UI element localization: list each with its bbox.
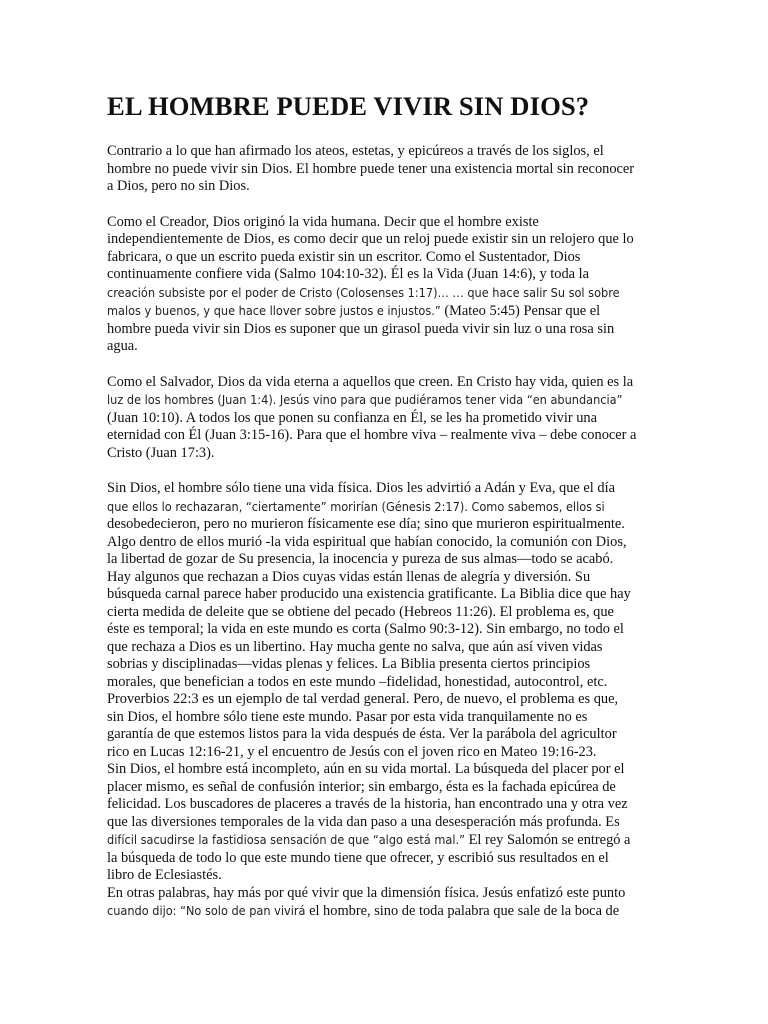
text-segment: cuando dijo: “No solo de pan vivirá	[107, 903, 306, 918]
document-page	[107, 90, 667, 921]
text-segment: cierta medida de deleite que se obtiene del pecado (Hebreos 11:26). El problema es, que	[107, 603, 614, 620]
text-line	[107, 902, 667, 921]
text-segment: libro de Eclesiastés.	[107, 867, 222, 883]
text-line	[107, 796, 667, 814]
text-segment: Hay algunos que rechazan a Dios cuyas vidas están llenas de alegría y diversión. Su	[107, 568, 591, 585]
text-segment: (Juan 10:10). A todos los que ponen su confianza en Él, se les ha prometido vivir una	[107, 409, 597, 426]
text-segment: agua.	[107, 338, 138, 354]
document-body	[107, 143, 667, 921]
text-line	[107, 885, 667, 903]
text-segment: hombre pueda vivir sin Dios es suponer que un girasol pueda vivir sin luz o una rosa sin	[107, 320, 615, 337]
text-segment: éste es temporal; la vida en este mundo es corta (Salmo 90:3-12). Sin embargo, no todo el	[107, 621, 624, 637]
text-line	[107, 427, 667, 445]
text-line	[107, 249, 667, 267]
text-segment: Como el Creador, Dios originó la vida humana. Decir que el hombre existe	[107, 213, 539, 230]
text-segment: fabricara, o que un escrito pueda existir sin un escritor. Como el Sustentador, Dios	[107, 248, 581, 265]
text-segment: que ellos lo rechazaran, “ciertamente” morirían (Génesis 2:17). Como sabemos, ellos si	[107, 498, 605, 514]
text-line	[107, 779, 667, 797]
text-segment: a Dios, pero no sin Dios.	[107, 178, 250, 194]
text-segment: morales, que benefician a todos en este mundo –fidelidad, honestidad, autocontrol, etc.	[107, 673, 608, 690]
text-line	[107, 178, 667, 196]
text-line	[107, 744, 667, 762]
text-segment: Sin Dios, el hombre sólo tiene una vida física. Dios les advirtió a Adán y Eva, que el día	[107, 480, 615, 496]
text-segment: independientemente de Dios, es como decir que un reloj puede existir sin un relojero que lo	[107, 231, 634, 247]
text-segment: luz de los hombres (Juan 1:4). Jesús vino para que pudiéramos tener vida “en abundancia”	[107, 392, 623, 407]
text-line	[107, 321, 667, 339]
document-title: EL HOMBRE PUEDE VIVIR SIN DIOS?	[107, 91, 590, 121]
text-segment: Contrario a lo que han afirmado los ateos, estetas, y epicúreos a través de los siglos, el	[107, 143, 604, 159]
text-line	[107, 674, 667, 692]
text-line	[107, 814, 667, 832]
text-segment: el hombre, sino de toda palabra que sale de la boca de	[305, 903, 620, 919]
text-line	[107, 498, 667, 517]
text-line	[107, 656, 667, 674]
text-line	[107, 691, 667, 709]
paragraph-2	[107, 214, 667, 356]
text-line	[107, 586, 667, 604]
text-segment: Algo dentro de ellos murió -la vida espiritual que habían conocido, la comunión con Dios,	[107, 533, 627, 550]
text-segment: desobedecieron, pero no murieron físicamente ese día; sino que murieron espiritualmente.	[107, 516, 625, 532]
text-segment: la libertad de gozar de Su presencia, la inocencia y pureza de sus almas—todo se acabó.	[107, 551, 614, 567]
text-line	[107, 761, 667, 779]
text-line	[107, 231, 667, 249]
text-segment: Proverbios 22:3 es un ejemplo de tal verdad general. Pero, de nuevo, el problema es que,	[107, 691, 619, 707]
text-segment: Como el Salvador, Dios da vida eterna a aquellos que creen. En Cristo hay vida, quien es la	[107, 373, 634, 390]
text-segment: que rechaza a Dios es un libertino. Hay mucha gente no salva, que aún así viven vidas	[107, 638, 603, 655]
text-line	[107, 266, 667, 284]
text-line	[107, 516, 667, 534]
text-line	[107, 445, 667, 463]
text-segment: continuamente confiere vida (Salmo 104:10-32). Él es la Vida (Juan 14:6), y toda la	[107, 266, 590, 282]
text-segment: rico en Lucas 12:16-21, y el encuentro de Jesús con el joven rico en Mateo 19:16-23.	[107, 743, 597, 760]
text-segment: felicidad. Los buscadores de placeres a través de la historia, han encontrado una y otra vez	[107, 796, 628, 812]
text-line	[107, 709, 667, 727]
paragraph-3	[107, 374, 667, 463]
text-segment: la búsqueda de todo lo que este mundo tiene que ofrecer, y escribió sus resultados en el	[107, 849, 609, 866]
text-line	[107, 284, 667, 303]
text-segment: sin Dios, el hombre sólo tiene este mundo. Pasar por esta vida tranquilamente no es	[107, 708, 588, 725]
text-line	[107, 374, 667, 392]
text-segment: malos y buenos, y que hace llover sobre justos e injustos.”	[107, 303, 441, 318]
text-line	[107, 831, 667, 850]
text-segment: placer mismo, es señal de confusión interior; sin embargo, ésta es la fachada epicúrea de	[107, 778, 616, 795]
text-segment: creación subsiste por el poder de Cristo (Colosenses 1:17)… … que hace salir Su sol sobre	[107, 284, 620, 300]
text-line	[107, 726, 667, 744]
text-segment: que las diversiones temporales de la vida dan paso a una desesperación más profunda. Es	[107, 813, 620, 830]
text-line	[107, 534, 667, 552]
text-line	[107, 214, 667, 232]
text-segment: Cristo (Juan 17:3).	[107, 444, 215, 461]
text-line	[107, 480, 667, 498]
text-segment: Sin Dios, el hombre está incompleto, aún en su vida mortal. La búsqueda del placer por el	[107, 761, 625, 777]
text-segment: sobrias y disciplinadas—vidas plenas y felices. La Biblia presenta ciertos principios	[107, 656, 591, 672]
text-segment: búsqueda carnal parece haber producido una existencia gratificante. La Biblia dice que hay	[107, 586, 631, 602]
text-segment: difícil sacudirse la fastidiosa sensación de que “algo está mal.”	[107, 832, 465, 847]
text-line	[107, 569, 667, 587]
text-line	[107, 161, 667, 179]
text-line	[107, 850, 667, 868]
text-segment: (Mateo 5:45) Pensar que el	[440, 303, 601, 319]
text-line	[107, 639, 667, 657]
text-segment: hombre no puede vivir sin Dios. El hombre puede tener una existencia mortal sin reconocer	[107, 160, 635, 177]
text-line	[107, 621, 667, 639]
text-segment: El rey Salomón se entregó a	[465, 832, 631, 848]
text-line	[107, 410, 667, 428]
text-line	[107, 551, 667, 569]
text-segment: En otras palabras, hay más por qué vivir que la dimensión física. Jesús enfatizó este punto	[107, 884, 626, 901]
text-line	[107, 604, 667, 622]
text-line	[107, 338, 667, 356]
paragraph-1	[107, 143, 667, 196]
paragraph-4	[107, 480, 667, 921]
text-line	[107, 302, 667, 321]
text-line	[107, 867, 667, 885]
text-segment: garantía de que estemos listos para la vida después de ésta. Ver la parábola del agricultor	[107, 726, 617, 742]
text-segment: eternidad con Él (Juan 3:15-16). Para que el hombre viva – realmente viva – debe conocer a	[107, 427, 637, 443]
text-line	[107, 391, 667, 410]
text-line	[107, 143, 667, 161]
